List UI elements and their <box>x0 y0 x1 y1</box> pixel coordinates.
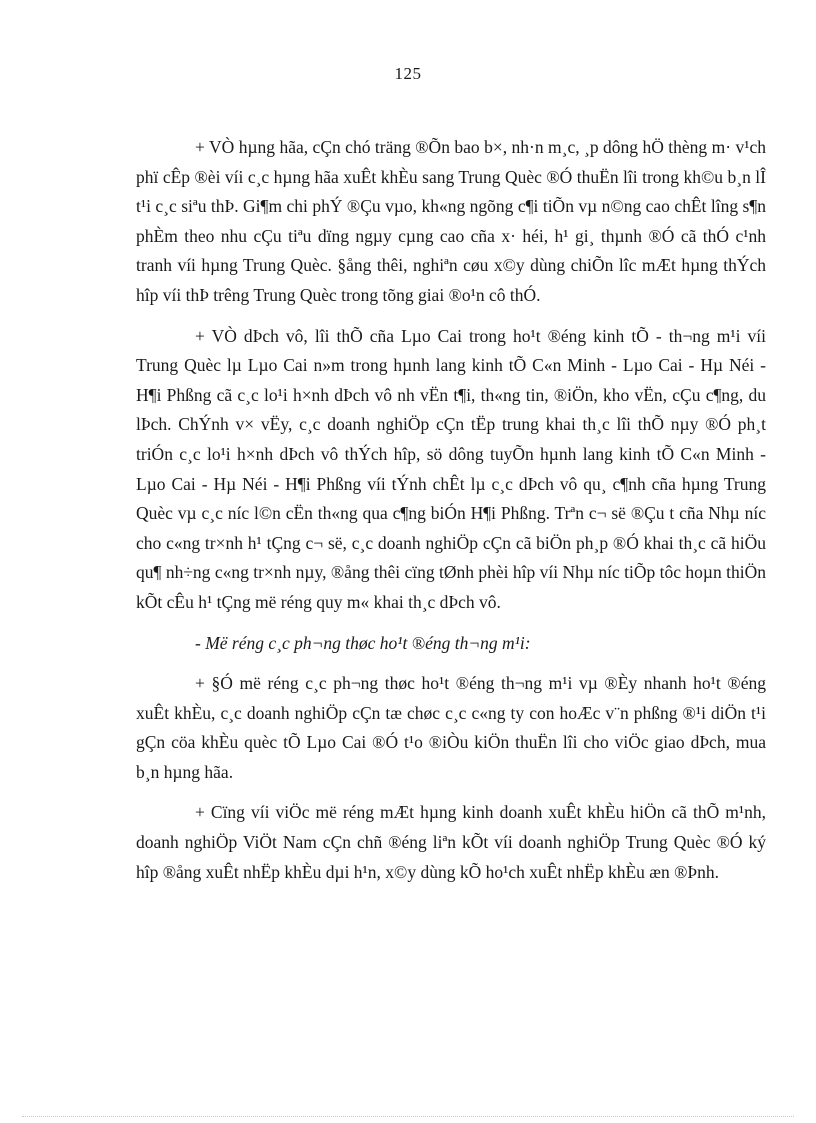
paragraph-cooperation: + Cïng víi viÖc më réng mÆt hµng kinh doanh xuÊt khÈu hiÖn cã thÕ m¹nh, doanh nghiÖp ViÖt Nam cÇn chñ ®éng liªn kÕt víi doanh nghiÖp Trung Quèc ®Ó ký hîp ®ång xuÊt nhËp khÈu dµi h¹n, x©y dùng kÕ ho¹ch xuÊt nhËp khÈu æn ®Þnh. <box>136 802 766 882</box>
page-number: 125 <box>394 64 422 83</box>
paragraph-trade-expansion: + §Ó më réng c¸c ph¬ng thøc ho¹t ®éng th¬ng m¹i vµ ®Èy nhanh ho¹t ®éng xuÊt khÈu, c¸c doanh nghiÖp cÇn tæ chøc c¸c c«ng ty con hoÆc v¨n phßng ®¹i diÖn t¹i gÇn cöa khÈu quèc tÕ Lµo Cai ®Ó t¹o ®iÒu kiÖn thuËn lîi cho viÖc giao dÞch, mua b¸n hµng hãa. <box>136 673 766 782</box>
section-heading-trade-methods: - Më réng c¸c ph¬ng thøc ho¹t ®éng th¬ng m¹i: <box>195 632 531 653</box>
footer-divider <box>22 1116 794 1117</box>
document-body <box>136 133 766 898</box>
paragraph-services: + VÒ dÞch vô, lîi thÕ cña Lµo Cai trong ho¹t ®éng kinh tÕ - th¬ng m¹i víi Trung Quèc lµ Lµo Cai n»m trong hµnh lang kinh tÕ C«n Minh - Lµo Cai - Hµ Néi - H¶i Phßng cã c¸c lo¹i h×nh dÞch vô nh vËn t¶i, th«ng tin, ®iÖn, kho vËn, cÇu c¶ng, du lÞch. ChÝnh v× vËy, c¸c doanh nghiÖp cÇn tËp trung khai th¸c lîi thÕ nµy ®Ó ph¸t triÓn c¸c lo¹i h×nh dÞch vô thÝch hîp, sö dông tuyÕn hµnh lang kinh tÕ C«n Minh - Lµo Cai - Hµ Néi - H¶i Phßng víi tÝnh chÊt lµ c¸c dÞch vô qu¸ c¶nh cña hµng Trung Quèc vµ c¸c níc l©n cËn th«ng qua c¶ng biÓn H¶i Phßng. Trªn c¬ së ®Çu t cña Nhµ níc cho c«ng tr×nh h¹ tÇng c¬ së, c¸c doanh nghiÖp cÇn cã biÖn ph¸p ®Ó khai th¸c cã hiÖu qu¶ nh÷ng c«ng tr×nh nµy, ®ång thêi cïng tØnh phèi hîp víi Nhµ níc tiÕp tôc hoµn thiÖn kÕt cÊu h¹ tÇng më réng quy m« khai th¸c dÞch vô. <box>136 325 766 612</box>
paragraph-goods: + VÒ hµng hãa, cÇn chó träng ®Õn bao b×, nh·n m¸c, ¸p dông hÖ thèng m· v¹ch phï cÊp ®èi víi c¸c hµng hãa xuÊt khÈu sang Trung Quèc ®Ó thuËn lîi trong kh©u b¸n lÎ t¹i c¸c siªu thÞ. Gi¶m chi phÝ ®Çu vµo, kh«ng ngõng c¶i tiÕn vµ n©ng cao chÊt lîng s¶n phÈm theo nhu cÇu tiªu dïng ngµy cµng cao cña x· héi, h¹ gi¸ thµnh ®Ó cã thÓ c¹nh tranh víi hµng Trung Quèc. §ång thêi, nghiªn cøu x©y dùng chiÕn lîc mÆt hµng thÝch hîp víi thÞ trêng Trung Quèc trong tõng giai ®o¹n cô thÓ. <box>136 137 766 305</box>
